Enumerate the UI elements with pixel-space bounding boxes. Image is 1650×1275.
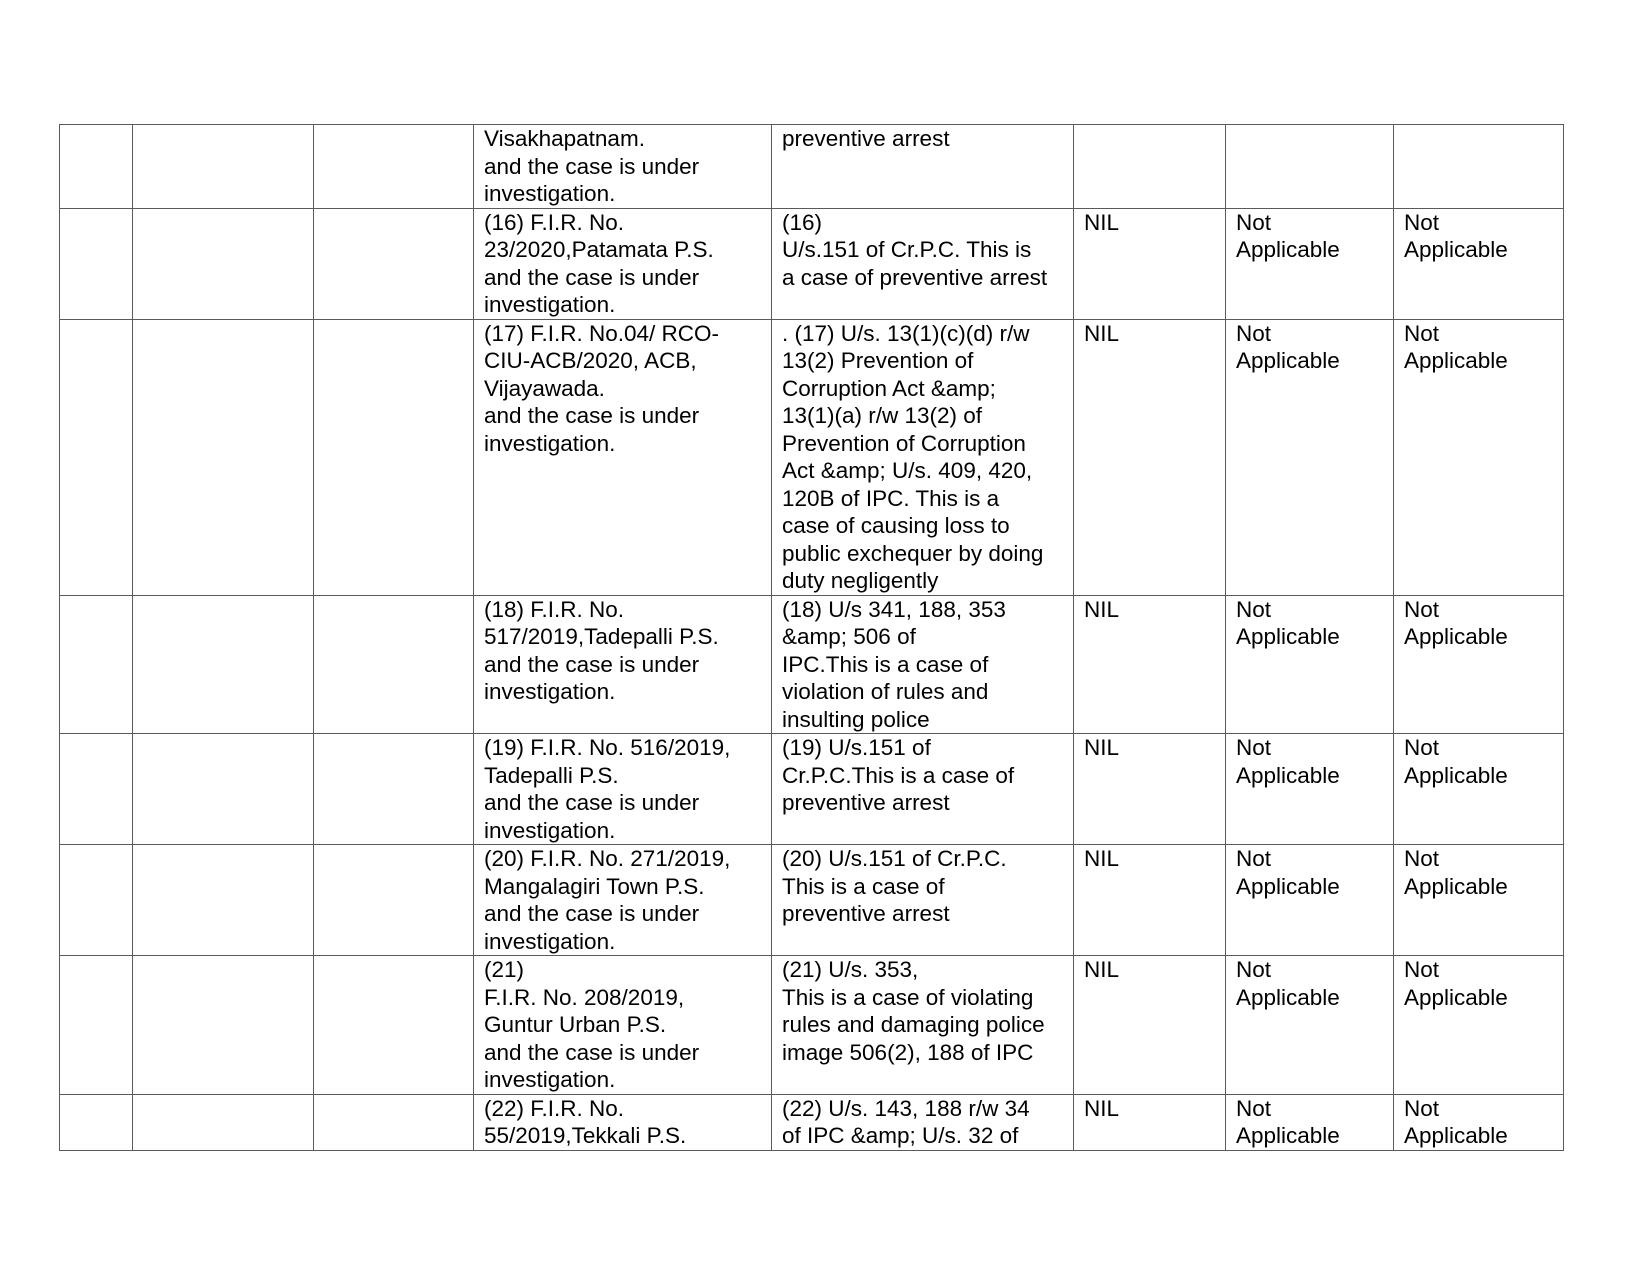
text-line: Not — [1236, 320, 1272, 346]
table-row — [60, 1094, 1564, 1150]
text-line: Not — [1404, 1095, 1440, 1121]
appeal-cell — [1394, 125, 1564, 209]
blank-cell-3 — [314, 956, 474, 1095]
fir-details-cell — [474, 595, 772, 734]
sections-cell — [772, 845, 1074, 956]
serial-cell — [60, 734, 133, 845]
fir-details-cell — [474, 956, 772, 1095]
text-line: (17) F.I.R. No.04/ RCO- — [484, 320, 720, 346]
sections-cell — [772, 125, 1074, 209]
text-line: preventive arrest — [782, 126, 950, 151]
text-line: (21) U/s. 353, — [782, 957, 919, 982]
text-line: and the case is under — [484, 901, 700, 926]
text-line: Not — [1236, 1095, 1272, 1121]
text-line: Applicable — [1236, 984, 1340, 1010]
cognizance-cell — [1226, 208, 1394, 319]
text-line: public exchequer by doing — [782, 540, 1044, 566]
text-line: investigation. — [484, 1067, 616, 1092]
text-line: duty negligently — [782, 568, 939, 593]
text-line: Applicable — [1236, 873, 1340, 899]
text-line: investigation. — [484, 679, 616, 704]
serial-cell — [60, 956, 133, 1095]
table-row — [60, 595, 1564, 734]
fir-details-cell — [474, 319, 772, 595]
text-line: of IPC &amp; U/s. 32 of — [782, 1123, 1019, 1148]
text-line: and the case is under — [484, 403, 700, 428]
text-line: (19) F.I.R. No. 516/2019, — [484, 735, 731, 760]
text-line: CIU-ACB/2020, ACB, — [484, 348, 697, 373]
text-line: 120B of IPC. This is a — [782, 485, 1000, 511]
text-line: NIL — [1084, 957, 1120, 982]
text-line: Not — [1404, 320, 1440, 346]
text-line: Not — [1236, 846, 1272, 871]
text-line: (22) U/s. 143, 188 r/w 34 — [782, 1095, 1030, 1121]
table-row — [60, 956, 1564, 1095]
blank-cell-2 — [133, 956, 314, 1095]
text-line: 13(2) Prevention of — [782, 348, 974, 373]
text-line: Not — [1404, 957, 1440, 982]
charges-framed-cell — [1074, 125, 1226, 209]
text-line: Prevention of Corruption — [782, 430, 1026, 456]
blank-cell-3 — [314, 319, 474, 595]
text-line: insulting police — [782, 706, 930, 732]
text-line: Applicable — [1236, 624, 1340, 649]
text-line: NIL — [1084, 846, 1120, 871]
text-line: Applicable — [1404, 762, 1508, 788]
blank-cell-2 — [133, 734, 314, 845]
text-line: (18) F.I.R. No. — [484, 596, 625, 622]
serial-cell — [60, 1094, 133, 1150]
sections-cell — [772, 208, 1074, 319]
blank-cell-2 — [133, 125, 314, 209]
cognizance-cell — [1226, 956, 1394, 1095]
text-line: investigation. — [484, 817, 616, 843]
text-line: Guntur Urban P.S. — [484, 1012, 667, 1037]
charges-framed-cell — [1074, 956, 1226, 1095]
sections-cell — [772, 1094, 1074, 1150]
text-line: Not — [1236, 957, 1272, 982]
text-line: (18) U/s 341, 188, 353 — [782, 596, 1006, 622]
serial-cell — [60, 208, 133, 319]
table-body — [60, 125, 1564, 1151]
sections-cell — [772, 734, 1074, 845]
text-line: Act &amp; U/s. 409, 420, — [782, 458, 1033, 483]
text-line: Not — [1236, 209, 1272, 235]
appeal-cell — [1394, 956, 1564, 1095]
cognizance-cell — [1226, 125, 1394, 209]
blank-cell-3 — [314, 1094, 474, 1150]
text-line: NIL — [1084, 320, 1120, 346]
fir-details-cell — [474, 1094, 772, 1150]
charges-framed-cell — [1074, 208, 1226, 319]
blank-cell-2 — [133, 208, 314, 319]
fir-details-cell — [474, 734, 772, 845]
table-row — [60, 208, 1564, 319]
text-line: investigation. — [484, 928, 616, 954]
text-line: investigation. — [484, 430, 616, 456]
blank-cell-3 — [314, 208, 474, 319]
blank-cell-3 — [314, 734, 474, 845]
text-line: Visakhapatnam. — [484, 126, 645, 151]
text-line: Not — [1404, 735, 1440, 760]
text-line: preventive arrest — [782, 901, 950, 926]
text-line: NIL — [1084, 209, 1120, 235]
text-line: Applicable — [1404, 984, 1508, 1010]
blank-cell-2 — [133, 1094, 314, 1150]
text-line: NIL — [1084, 596, 1120, 622]
text-line: preventive arrest — [782, 790, 950, 815]
text-line: (21) — [484, 957, 525, 982]
charges-framed-cell — [1074, 845, 1226, 956]
text-line: Applicable — [1236, 762, 1340, 788]
text-line: violation of rules and — [782, 679, 989, 704]
text-line: investigation. — [484, 292, 616, 317]
cognizance-cell — [1226, 734, 1394, 845]
fir-details-cell — [474, 125, 772, 209]
blank-cell-3 — [314, 595, 474, 734]
sections-cell — [772, 319, 1074, 595]
fir-details-cell — [474, 845, 772, 956]
text-line: and the case is under — [484, 790, 700, 815]
text-line: Not — [1236, 735, 1272, 760]
blank-cell-2 — [133, 845, 314, 956]
serial-cell — [60, 595, 133, 734]
charges-framed-cell — [1074, 734, 1226, 845]
text-line: Applicable — [1236, 237, 1340, 262]
text-line: U/s.151 of Cr.P.C. This is — [782, 237, 1032, 262]
charges-framed-cell — [1074, 319, 1226, 595]
appeal-cell — [1394, 595, 1564, 734]
table-row — [60, 319, 1564, 595]
blank-cell-2 — [133, 595, 314, 734]
cognizance-cell — [1226, 319, 1394, 595]
text-line: Applicable — [1236, 1123, 1340, 1148]
text-line: image 506(2), 188 of IPC — [782, 1039, 1034, 1065]
serial-cell — [60, 319, 133, 595]
charges-framed-cell — [1074, 1094, 1226, 1150]
serial-cell — [60, 845, 133, 956]
text-line: Cr.P.C.This is a case of — [782, 762, 1015, 788]
text-line: Applicable — [1404, 237, 1508, 262]
affidavit-case-table — [59, 124, 1564, 1151]
appeal-cell — [1394, 734, 1564, 845]
charges-framed-cell — [1074, 595, 1226, 734]
text-line: and the case is under — [484, 651, 700, 677]
text-line: case of causing loss to — [782, 513, 1010, 538]
text-line: F.I.R. No. 208/2019, — [484, 984, 685, 1010]
table-row — [60, 845, 1564, 956]
text-line: 13(1)(a) r/w 13(2) of — [782, 403, 983, 428]
text-line: Not — [1404, 596, 1440, 622]
text-line: rules and damaging police — [782, 1012, 1045, 1037]
text-line: NIL — [1084, 1095, 1120, 1121]
text-line: &amp; 506 of — [782, 624, 916, 649]
text-line: Tadepalli P.S. — [484, 762, 619, 788]
sections-cell — [772, 595, 1074, 734]
text-line: 517/2019,Tadepalli P.S. — [484, 624, 719, 649]
text-line: Applicable — [1236, 348, 1340, 373]
appeal-cell — [1394, 208, 1564, 319]
appeal-cell — [1394, 1094, 1564, 1150]
text-line: 55/2019,Tekkali P.S. — [484, 1123, 687, 1148]
text-line: (16) F.I.R. No. — [484, 209, 625, 235]
text-line: 23/2020,Patamata P.S. — [484, 237, 714, 262]
text-line: IPC.This is a case of — [782, 651, 989, 677]
text-line: Applicable — [1404, 348, 1508, 373]
cognizance-cell — [1226, 595, 1394, 734]
text-line: Corruption Act &amp; — [782, 375, 996, 401]
blank-cell-3 — [314, 845, 474, 956]
text-line: a case of preventive arrest — [782, 264, 1048, 290]
text-line: Applicable — [1404, 1123, 1508, 1148]
blank-cell-3 — [314, 125, 474, 209]
text-line: (20) U/s.151 of Cr.P.C. — [782, 846, 1007, 871]
text-line: and the case is under — [484, 264, 700, 290]
text-line: and the case is under — [484, 153, 700, 179]
text-line: Applicable — [1404, 873, 1508, 899]
text-line: Not — [1236, 596, 1272, 622]
text-line: (20) F.I.R. No. 271/2019, — [484, 846, 731, 871]
cognizance-cell — [1226, 845, 1394, 956]
text-line: and the case is under — [484, 1039, 700, 1065]
text-line: . (17) U/s. 13(1)(c)(d) r/w — [782, 320, 1030, 346]
text-line: This is a case of violating — [782, 984, 1034, 1010]
fir-details-cell — [474, 208, 772, 319]
text-line: Mangalagiri Town P.S. — [484, 873, 705, 899]
text-line: investigation. — [484, 181, 616, 206]
table-row — [60, 734, 1564, 845]
text-line: Not — [1404, 846, 1440, 871]
appeal-cell — [1394, 845, 1564, 956]
text-line: (16) — [782, 209, 823, 235]
text-line: (22) F.I.R. No. — [484, 1095, 625, 1121]
blank-cell-2 — [133, 319, 314, 595]
appeal-cell — [1394, 319, 1564, 595]
text-line: NIL — [1084, 735, 1120, 760]
table-row — [60, 125, 1564, 209]
text-line: Not — [1404, 209, 1440, 235]
serial-cell — [60, 125, 133, 209]
text-line: This is a case of — [782, 873, 945, 899]
text-line: (19) U/s.151 of — [782, 735, 931, 760]
text-line: Vijayawada. — [484, 375, 605, 401]
sections-cell — [772, 956, 1074, 1095]
text-line: Applicable — [1404, 624, 1508, 649]
cognizance-cell — [1226, 1094, 1394, 1150]
